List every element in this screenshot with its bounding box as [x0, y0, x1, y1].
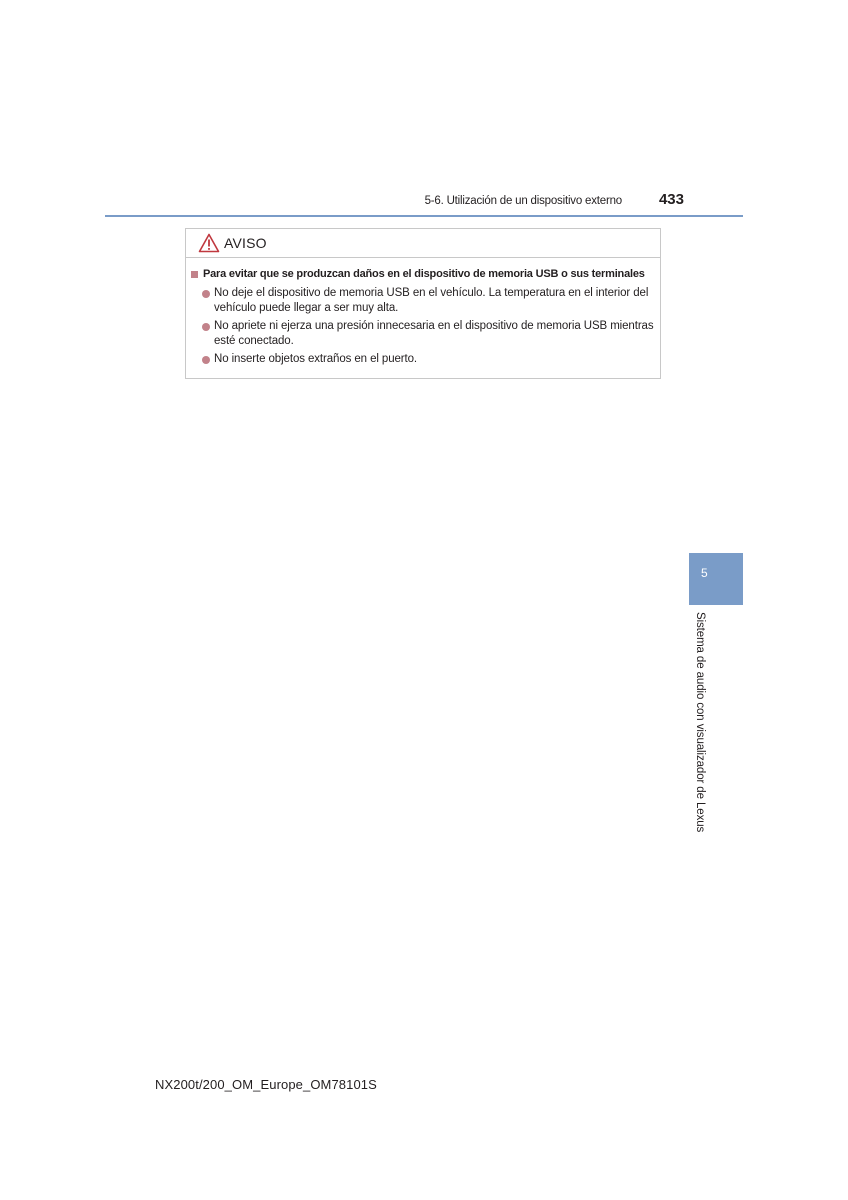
chapter-tab	[689, 553, 743, 605]
list-item-text: No deje el dispositivo de memoria USB en el vehículo. La temperatura en el interior del vehículo puede llegar a ser muy alta.	[214, 287, 649, 314]
page-number: 433	[658, 191, 684, 208]
warning-list	[191, 286, 654, 367]
section-title: 5-6. Utilización de un dispositivo externo	[424, 195, 622, 207]
footer-code: NX200t/200_OM_Europe_OM78101S	[155, 1077, 377, 1092]
list-item-text: No inserte objetos extraños en el puerto.	[214, 353, 418, 365]
warning-body	[186, 258, 660, 367]
square-bullet-icon	[191, 271, 198, 278]
dot-bullet-icon	[202, 356, 210, 364]
list-item	[202, 319, 654, 349]
warning-heading	[191, 267, 654, 282]
dot-bullet-icon	[202, 290, 210, 298]
warning-title: AVISO	[224, 235, 267, 251]
warning-triangle-icon	[198, 233, 220, 253]
list-item-text: No apriete ni ejerza una presión innecesaria en el dispositivo de memoria USB mientras esté conectado.	[214, 320, 654, 347]
list-item	[202, 286, 654, 316]
dot-bullet-icon	[202, 323, 210, 331]
warning-box	[185, 228, 661, 379]
warning-header	[186, 229, 660, 258]
chapter-title: Sistema de audio con visualizador de Lexus	[694, 612, 706, 833]
list-item	[202, 352, 654, 367]
header-rule	[105, 215, 743, 217]
warning-heading-text: Para evitar que se produzcan daños en el dispositivo de memoria USB o sus terminales	[203, 268, 645, 280]
chapter-number: 5	[701, 566, 708, 580]
